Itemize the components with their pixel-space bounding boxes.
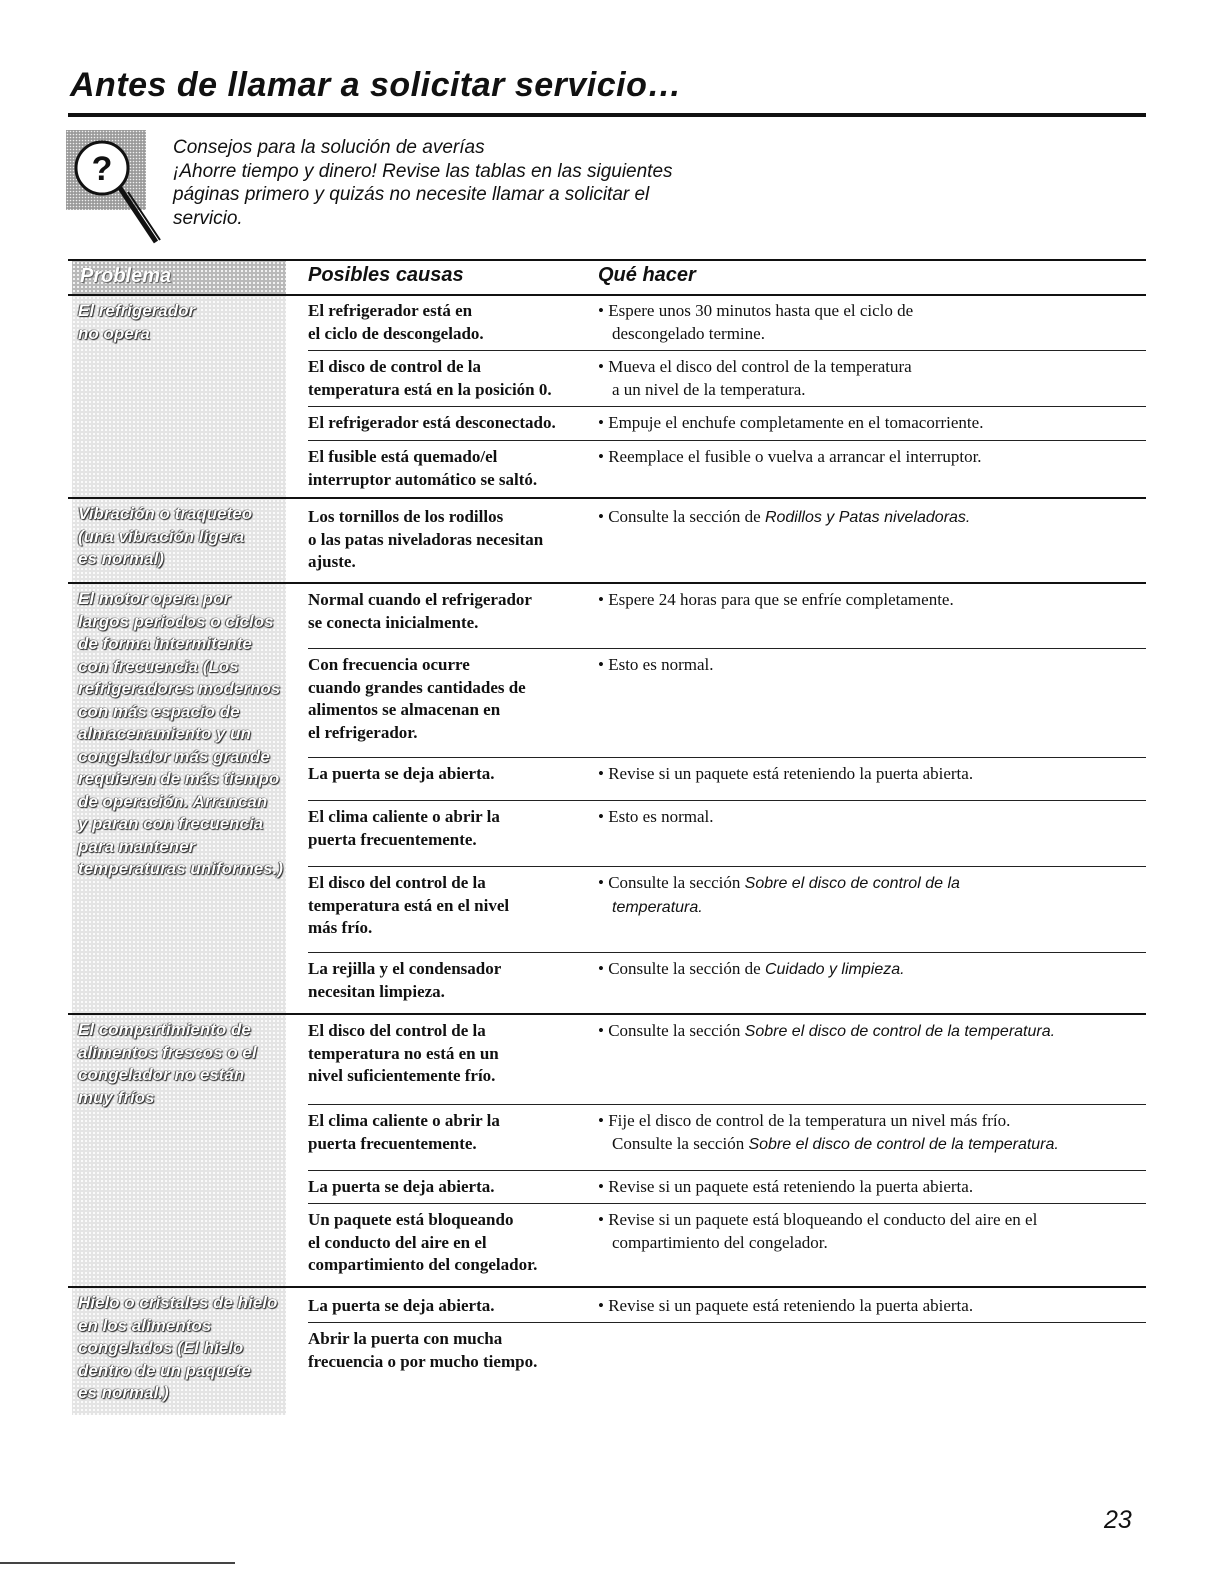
todo-text: Consulte la sección [612, 1133, 749, 1153]
cause-line: El disco de control de la [308, 357, 481, 376]
todo-cell [598, 654, 1146, 677]
todo-cell [598, 763, 1146, 786]
problem-line: dentro de un paquete [78, 1360, 251, 1380]
cause-cell [308, 872, 593, 940]
todo-text: • Consulte la sección de [598, 507, 765, 526]
row-rule [308, 1203, 1146, 1204]
cause-line: El refrigerador está desconectado. [308, 413, 556, 432]
problem-text [78, 503, 290, 571]
cause-line: interruptor automático se saltó. [308, 469, 538, 489]
todo-cell [598, 412, 1146, 435]
tips-line: Consejos para la solución de averías [173, 137, 485, 158]
todo-text: • Revise si un paquete está bloqueando el conducto del aire en el [598, 1210, 1038, 1229]
cause-line: La rejilla y el condensador [308, 959, 502, 978]
todo-line [598, 896, 1146, 920]
question-mark-icon [66, 130, 166, 248]
problem-cell [72, 584, 286, 1013]
cause-cell [308, 1020, 593, 1088]
causes-column-header: Posibles causas [308, 264, 464, 286]
problem-line: El motor opera por [78, 589, 231, 608]
problem-line: con frecuencia (Los [78, 656, 239, 676]
problem-text [78, 300, 290, 345]
cause-line: temperatura está en la posición 0. [308, 379, 552, 399]
problem-line: Hielo o cristales de hielo [78, 1293, 278, 1312]
todo-text: • Reemplace el fusible o vuelva a arrancar el interruptor. [598, 447, 982, 466]
todo-column-header: Qué hacer [598, 264, 696, 286]
row-rule [308, 1104, 1146, 1105]
problem-line: es normal.) [78, 1383, 169, 1402]
problem-line: y paran con frecuencia [78, 814, 264, 833]
todo-cell [598, 1110, 1146, 1156]
problem-line: de operación. Arrancan [78, 791, 268, 811]
todo-line [598, 1133, 1146, 1157]
todo-reference: Sobre el disco de control de la temperatura. [744, 1023, 1056, 1040]
tips-line: ¡Ahorre tiempo y dinero! Revise las tablas en las siguientes [173, 160, 673, 182]
cause-line: temperatura no está en un [308, 1043, 499, 1063]
todo-cell [598, 872, 1146, 919]
problem-line: congelados (El hielo [78, 1338, 244, 1357]
problem-text [78, 1292, 290, 1405]
todo-text: • Revise si un paquete está reteniendo la puerta abierta. [598, 1177, 974, 1196]
todo-reference: temperatura. [612, 898, 703, 916]
cause-line: compartimiento del congelador. [308, 1255, 538, 1274]
row-rule [308, 866, 1146, 867]
cause-line: puerta frecuentemente. [308, 1133, 477, 1153]
cause-cell [308, 1209, 593, 1277]
row-rule [308, 440, 1146, 441]
todo-cell [598, 958, 1146, 982]
todo-text: compartimiento del congelador. [612, 1232, 828, 1252]
todo-line [598, 654, 1146, 677]
problem-cell [72, 296, 286, 497]
svg-text:?: ? [91, 150, 113, 188]
cause-cell [308, 300, 593, 345]
tips-line: páginas primero y quizás no necesite llamar a solicitar el [173, 184, 650, 205]
cause-line: temperatura está en el nivel [308, 895, 510, 915]
cause-line: el ciclo de descongelado. [308, 323, 484, 343]
problem-line: muy fríos [78, 1087, 155, 1107]
row-rule [308, 1322, 1146, 1323]
todo-line [598, 506, 1146, 530]
row-rule [308, 952, 1146, 953]
cause-line: frecuencia o por mucho tiempo. [308, 1351, 538, 1371]
todo-text: • Espere 24 horas para que se enfríe completamente. [598, 590, 954, 609]
row-rule [308, 1170, 1146, 1171]
todo-reference: Sobre el disco de control de la [744, 875, 960, 892]
page-number: 23 [1104, 1506, 1132, 1534]
problem-line: congelador no están [78, 1065, 245, 1084]
problem-line: El refrigerador [78, 301, 196, 320]
problem-text [78, 1019, 290, 1109]
cause-cell [308, 446, 593, 491]
todo-line [598, 872, 1146, 896]
todo-text: • Consulte la sección de [598, 959, 765, 978]
cause-cell [308, 1176, 593, 1199]
todo-line [598, 1295, 1146, 1318]
cause-cell [308, 412, 593, 435]
page-title: Antes de llamar a solicitar servicio… [70, 66, 682, 104]
cause-cell [308, 1328, 593, 1373]
problem-line: para mantener [78, 836, 196, 856]
cause-line: nivel suficientemente frío. [308, 1066, 496, 1085]
footer-mark [0, 1562, 235, 1564]
cause-line: el conducto del aire en el [308, 1232, 487, 1252]
cause-line: se conecta inicialmente. [308, 612, 479, 632]
row-rule [308, 648, 1146, 649]
todo-line [598, 1232, 1146, 1255]
todo-text: • Espere unos 30 minutos hasta que el ciclo de [598, 301, 914, 320]
cause-line: El clima caliente o abrir la [308, 1111, 500, 1130]
cause-line: Abrir la puerta con mucha [308, 1329, 503, 1348]
todo-line [598, 958, 1146, 982]
todo-cell [598, 446, 1146, 469]
cause-line: El refrigerador está en [308, 301, 473, 320]
cause-line: Los tornillos de los rodillos [308, 507, 504, 526]
todo-text: • Esto es normal. [598, 807, 714, 826]
problem-line: largos periodos o ciclos [78, 611, 274, 631]
todo-cell [598, 300, 1146, 345]
cause-line: o las patas niveladoras necesitan [308, 529, 544, 549]
section-rule [68, 1286, 1146, 1288]
todo-cell [598, 589, 1146, 612]
todo-line [598, 1209, 1146, 1232]
todo-text: • Empuje el enchufe completamente en el tomacorriente. [598, 413, 984, 432]
todo-cell [598, 1295, 1146, 1318]
row-rule [308, 350, 1146, 351]
todo-text: • Mueva el disco del control de la temperatura [598, 357, 912, 376]
problem-text [78, 588, 290, 881]
problem-line: no opera [78, 323, 150, 343]
todo-text: • Consulte la sección [598, 873, 745, 892]
todo-line [598, 1020, 1146, 1044]
todo-reference: Rodillos y Patas niveladoras. [764, 509, 971, 526]
problem-line: (una vibración ligera [78, 526, 245, 546]
todo-text: • Revise si un paquete está reteniendo la puerta abierta. [598, 1296, 974, 1315]
cause-line: el refrigerador. [308, 722, 418, 742]
todo-cell [598, 806, 1146, 829]
problem-line: congelador más grande [78, 746, 270, 766]
problem-cell [72, 499, 286, 582]
todo-text: • Consulte la sección [598, 1021, 745, 1040]
cause-cell [308, 958, 593, 1003]
cause-line: La puerta se deja abierta. [308, 1177, 495, 1196]
row-rule [308, 800, 1146, 801]
todo-cell [598, 506, 1146, 530]
todo-cell [598, 356, 1146, 401]
cause-line: La puerta se deja abierta. [308, 764, 495, 783]
row-rule [308, 757, 1146, 758]
todo-cell [598, 1176, 1146, 1199]
todo-text: • Revise si un paquete está reteniendo la puerta abierta. [598, 764, 974, 783]
cause-cell [308, 806, 593, 851]
problem-line: alimentos frescos o el [78, 1042, 257, 1062]
cause-line: necesitan limpieza. [308, 981, 445, 1001]
cause-line: El disco del control de la [308, 873, 486, 892]
todo-text: descongelado termine. [612, 323, 765, 343]
tips-text [173, 136, 733, 230]
problem-line: es normal) [78, 549, 164, 568]
tips-line: servicio. [173, 207, 243, 229]
todo-text: • Fije el disco de control de la temperatura un nivel más frío. [598, 1111, 1011, 1130]
todo-line [598, 1176, 1146, 1199]
cause-cell [308, 1110, 593, 1155]
problem-line: en los alimentos [78, 1315, 212, 1335]
problem-line: con más espacio de [78, 701, 240, 721]
title-rule [68, 113, 1146, 117]
problem-line: de forma intermitente [78, 634, 252, 653]
cause-line: La puerta se deja abierta. [308, 1296, 495, 1315]
cause-line: Con frecuencia ocurre [308, 655, 470, 674]
cause-cell [308, 356, 593, 401]
todo-line [598, 356, 1146, 379]
cause-line: El fusible está quemado/el [308, 447, 498, 466]
problem-column-header [72, 261, 286, 295]
cause-line: cuando grandes cantidades de [308, 677, 526, 697]
cause-line: alimentos se almacenan en [308, 700, 501, 719]
todo-line [598, 446, 1146, 469]
row-rule [308, 406, 1146, 407]
cause-line: Normal cuando el refrigerador [308, 590, 532, 609]
cause-cell [308, 589, 593, 634]
problem-line: temperaturas uniformes.) [78, 859, 283, 878]
cause-cell [308, 506, 593, 574]
todo-text: • Esto es normal. [598, 655, 714, 674]
todo-line [598, 300, 1146, 323]
problem-cell [72, 1288, 286, 1415]
cause-cell [308, 1295, 593, 1318]
problem-header-label: Problema [80, 265, 172, 287]
todo-line [598, 1110, 1146, 1133]
cause-line: puerta frecuentemente. [308, 829, 477, 849]
cause-cell [308, 763, 593, 786]
problem-line: almacenamiento y un [78, 724, 251, 743]
problem-cell [72, 1015, 286, 1286]
todo-reference: Cuidado y limpieza. [764, 961, 905, 978]
todo-line [598, 379, 1146, 402]
cause-line: Un paquete está bloqueando [308, 1210, 514, 1229]
todo-line [598, 806, 1146, 829]
cause-line: El clima caliente o abrir la [308, 807, 500, 826]
problem-line: El compartimiento de [78, 1020, 251, 1039]
problem-line: Vibración o traqueteo [78, 504, 253, 523]
todo-cell [598, 1209, 1146, 1254]
cause-cell [308, 654, 593, 744]
cause-line: ajuste. [308, 552, 356, 571]
problem-line: refrigeradores modernos [78, 679, 281, 698]
cause-line: El disco del control de la [308, 1021, 486, 1040]
todo-cell [598, 1020, 1146, 1044]
todo-line [598, 323, 1146, 346]
todo-line [598, 412, 1146, 435]
todo-line [598, 763, 1146, 786]
cause-line: más frío. [308, 918, 373, 937]
todo-reference: Sobre el disco de control de la temperatura. [748, 1135, 1059, 1153]
todo-text: a un nivel de la temperatura. [612, 379, 806, 399]
problem-line: requieren de más tiempo [78, 769, 280, 788]
todo-line [598, 589, 1146, 612]
